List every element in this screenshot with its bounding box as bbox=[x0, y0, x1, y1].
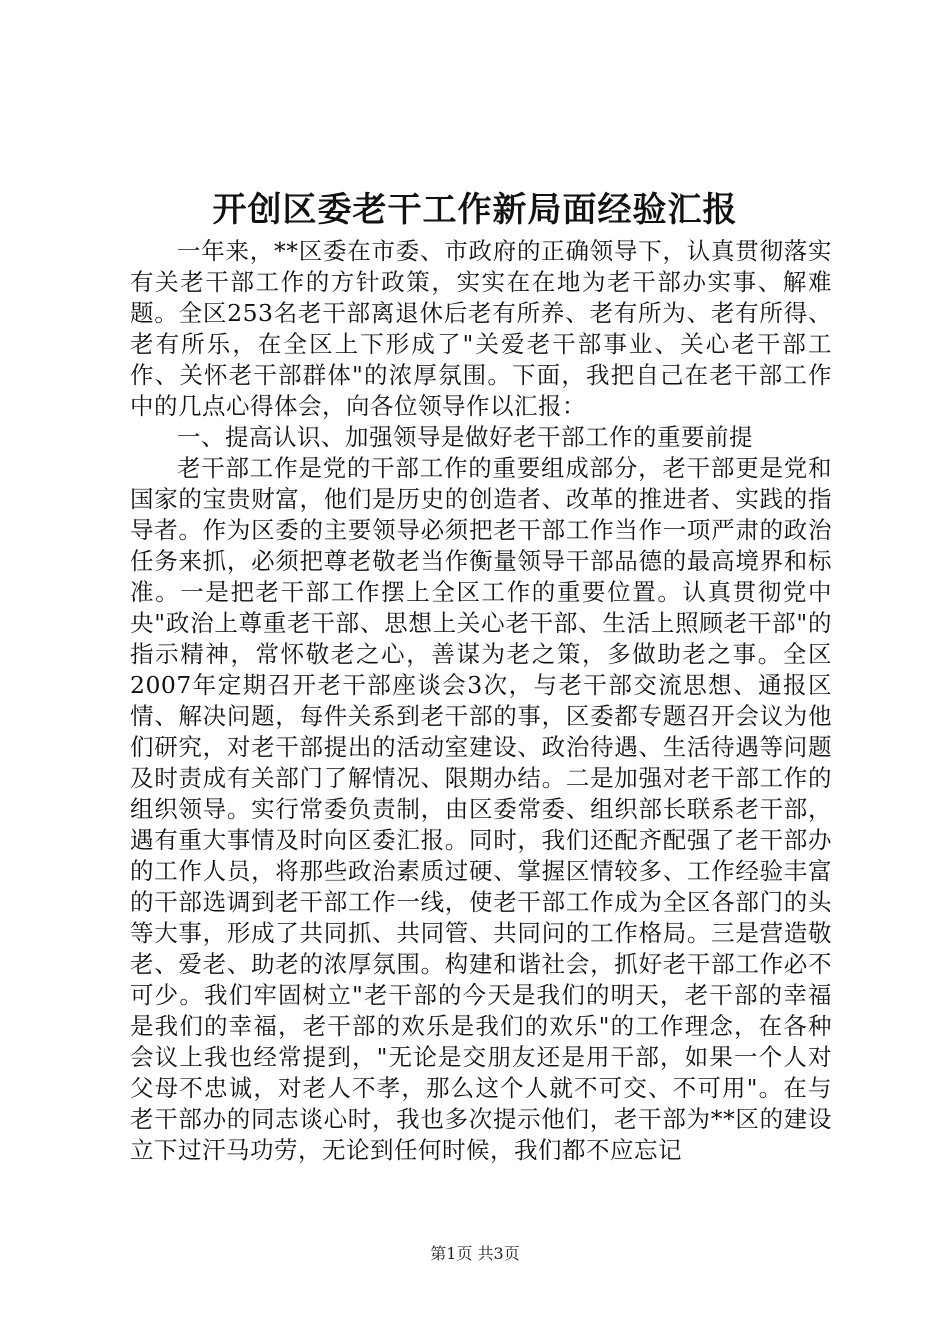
document-title: 开创区委老干工作新局面经验汇报 bbox=[212, 190, 738, 230]
page-footer: 第1页 共3页 bbox=[430, 1244, 520, 1263]
document-body bbox=[130, 236, 832, 1166]
paragraph-intro: 一年来，**区委在市委、市政府的正确领导下，认真贯彻落实有关老干部工作的方针政策，实实在在地为老干部办实事、解难题。全区253名老干部离退休后老有所养、老有所为、老有所得、老有所乐，在全区上下形成了"关爱老干部事业、关心老干部工作、关怀老干部群体"的浓厚氛围。下面，我把自己在老干部工作中的几点心得体会，向各位领导作以汇报： bbox=[130, 237, 832, 420]
paragraph-section-1: 老干部工作是党的干部工作的重要组成部分，老干部更是党和国家的宝贵财富，他们是历史的创造者、改革的推进者、实践的指导者。作为区委的主要领导必须把老干部工作当作一项严肃的政治任务来抓，必须把尊老敬老当作衡量领导干部品德的最高境界和标准。一是把老干部工作摆上全区工作的重要位置。认真贯彻党中央"政治上尊重老干部、思想上关心老干部、生活上照顾老干部"的指示精神，常怀敬老之心，善谋为老之策，多做助老之事。全区2007年定期召开老干部座谈会3次，与老干部交流思想、通报区情、解决问题，每件关系到老干部的事，区委都专题召开会议为他们研究，对老干部提出的活动室建设、政治待遇、生活待遇等问题及时责成有关部门了解情况、限期办结。二是加强对老干部工作的组织领导。实行常委负责制，由区委常委、组织部长联系老干部，遇有重大事情及时向区委汇报。同时，我们还配齐配强了老干部办的工作人员，将那些政治素质过硬、掌握区情较多、工作经验丰富的干部选调到老干部工作一线，使老干部工作成为全区各部门的头等大事，形成了共同抓、共同管、共同问的工作格局。三是营造敬老、爱老、助老的浓厚氛围。构建和谐社会，抓好老干部工作必不可少。我们牢固树立"老干部的今天是我们的明天，老干部的幸福是我们的幸福，老干部的欢乐是我们的欢乐"的工作理念，在各种会议上我也经常提到，"无论是交朋友还是用干部，如果一个人对父母不忠诚，对老人不孝，那么这个人就不可交、不可用"。在与老干部办的同志谈心时，我也多次提示他们，老干部为**区的建设立下过汗马功劳，无论到任何时候，我们都不应忘记 bbox=[130, 454, 832, 1164]
section-heading-1: 一、提高认识、加强领导是做好老干部工作的重要前提 bbox=[177, 423, 753, 451]
